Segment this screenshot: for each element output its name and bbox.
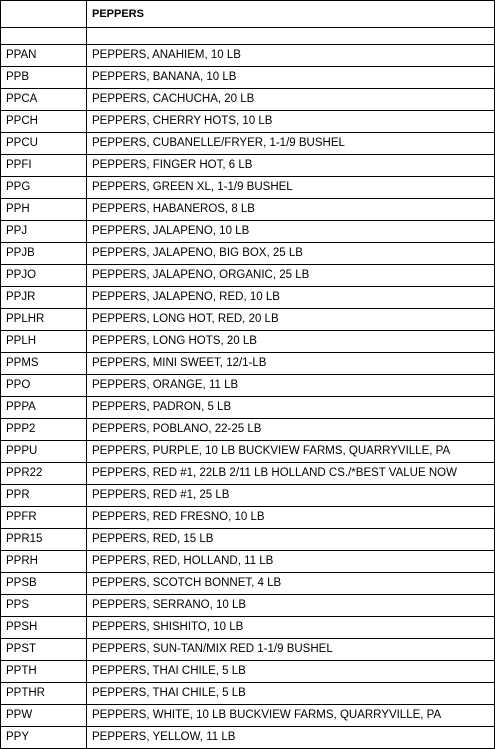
item-code-cell: PPSH	[1, 617, 87, 639]
spacer-cell	[87, 28, 495, 45]
item-code-cell: PPPU	[1, 441, 87, 463]
item-description-cell: PEPPERS, RED, HOLLAND, 11 LB	[87, 551, 495, 573]
item-description-cell: PEPPERS, THAI CHILE, 5 LB	[87, 683, 495, 705]
item-description-cell: PEPPERS, GREEN XL, 1-1/9 BUSHEL	[87, 177, 495, 199]
table-row	[1, 111, 495, 133]
item-code-cell: PPR15	[1, 529, 87, 551]
item-description-cell: PEPPERS, LONG HOT, RED, 20 LB	[87, 309, 495, 331]
item-description-cell: PEPPERS, PADRON, 5 LB	[87, 397, 495, 419]
table-row	[1, 397, 495, 419]
item-description-cell: PEPPERS, RED, 15 LB	[87, 529, 495, 551]
table-row	[1, 573, 495, 595]
item-code-cell: PPCA	[1, 89, 87, 111]
item-code-cell: PPR	[1, 485, 87, 507]
table-row	[1, 529, 495, 551]
item-code-cell: PPCH	[1, 111, 87, 133]
item-description-cell: PEPPERS, BANANA, 10 LB	[87, 67, 495, 89]
table-row	[1, 199, 495, 221]
item-code-cell: PPJB	[1, 243, 87, 265]
item-code-cell: PPY	[1, 727, 87, 749]
table-row	[1, 309, 495, 331]
item-description-cell: PEPPERS, CUBANELLE/FRYER, 1-1/9 BUSHEL	[87, 133, 495, 155]
table-row	[1, 617, 495, 639]
item-code-cell: PPAN	[1, 45, 87, 67]
item-description-cell: PEPPERS, SCOTCH BONNET, 4 LB	[87, 573, 495, 595]
item-description-cell: PEPPERS, HABANEROS, 8 LB	[87, 199, 495, 221]
item-code-cell: PPCU	[1, 133, 87, 155]
spacer-cell	[1, 28, 87, 45]
item-code-cell: PPW	[1, 705, 87, 727]
item-description-cell: PEPPERS, CACHUCHA, 20 LB	[87, 89, 495, 111]
item-description-cell: PEPPERS, SERRANO, 10 LB	[87, 595, 495, 617]
item-description-cell: PEPPERS, RED FRESNO, 10 LB	[87, 507, 495, 529]
table-row	[1, 661, 495, 683]
header-title-cell: PEPPERS	[87, 1, 495, 28]
item-code-cell: PPTHR	[1, 683, 87, 705]
header-row	[1, 1, 495, 28]
table-row	[1, 45, 495, 67]
item-description-cell: PEPPERS, YELLOW, 11 LB	[87, 727, 495, 749]
table-row	[1, 463, 495, 485]
table-row	[1, 155, 495, 177]
table-row	[1, 353, 495, 375]
table-row	[1, 595, 495, 617]
item-code-cell: PPST	[1, 639, 87, 661]
item-code-cell: PPO	[1, 375, 87, 397]
item-description-cell: PEPPERS, ORANGE, 11 LB	[87, 375, 495, 397]
item-code-cell: PPLH	[1, 331, 87, 353]
item-description-cell: PEPPERS, JALAPENO, RED, 10 LB	[87, 287, 495, 309]
table-row	[1, 639, 495, 661]
table-row	[1, 243, 495, 265]
item-description-cell: PEPPERS, FINGER HOT, 6 LB	[87, 155, 495, 177]
item-code-cell: PPFI	[1, 155, 87, 177]
item-description-cell: PEPPERS, RED #1, 22LB 2/11 LB HOLLAND CS./*BEST VALUE NOW	[87, 463, 495, 485]
item-code-cell: PPFR	[1, 507, 87, 529]
item-description-cell: PEPPERS, ANAHIEM, 10 LB	[87, 45, 495, 67]
table-row	[1, 221, 495, 243]
table-body	[1, 1, 495, 749]
item-description-cell: PEPPERS, CHERRY HOTS, 10 LB	[87, 111, 495, 133]
table-row	[1, 67, 495, 89]
item-code-cell: PPJ	[1, 221, 87, 243]
item-code-cell: PPSB	[1, 573, 87, 595]
table-row	[1, 375, 495, 397]
table-row	[1, 287, 495, 309]
table-row	[1, 133, 495, 155]
item-description-cell: PEPPERS, MINI SWEET, 12/1-LB	[87, 353, 495, 375]
table-row	[1, 331, 495, 353]
table-row	[1, 683, 495, 705]
item-description-cell: PEPPERS, JALAPENO, 10 LB	[87, 221, 495, 243]
item-code-cell: PPLHR	[1, 309, 87, 331]
table-row	[1, 727, 495, 749]
item-description-cell: PEPPERS, SHISHITO, 10 LB	[87, 617, 495, 639]
item-code-cell: PPG	[1, 177, 87, 199]
item-code-cell: PPP2	[1, 419, 87, 441]
item-code-cell: PPH	[1, 199, 87, 221]
item-description-cell: PEPPERS, WHITE, 10 LB BUCKVIEW FARMS, QUARRYVILLE, PA	[87, 705, 495, 727]
item-description-cell: PEPPERS, LONG HOTS, 20 LB	[87, 331, 495, 353]
table-row	[1, 507, 495, 529]
item-code-cell: PPMS	[1, 353, 87, 375]
item-description-cell: PEPPERS, PURPLE, 10 LB BUCKVIEW FARMS, QUARRYVILLE, PA	[87, 441, 495, 463]
table-row	[1, 419, 495, 441]
table-row	[1, 177, 495, 199]
item-code-cell: PPTH	[1, 661, 87, 683]
table-row	[1, 265, 495, 287]
item-description-cell: PEPPERS, SUN-TAN/MIX RED 1-1/9 BUSHEL	[87, 639, 495, 661]
item-code-cell: PPB	[1, 67, 87, 89]
item-code-cell: PPJO	[1, 265, 87, 287]
item-code-cell: PPJR	[1, 287, 87, 309]
item-code-cell: PPR22	[1, 463, 87, 485]
item-description-cell: PEPPERS, THAI CHILE, 5 LB	[87, 661, 495, 683]
header-code-cell	[1, 1, 87, 28]
item-description-cell: PEPPERS, POBLANO, 22-25 LB	[87, 419, 495, 441]
item-description-cell: PEPPERS, JALAPENO, BIG BOX, 25 LB	[87, 243, 495, 265]
item-description-cell: PEPPERS, JALAPENO, ORGANIC, 25 LB	[87, 265, 495, 287]
spacer-row	[1, 28, 495, 45]
item-code-cell: PPPA	[1, 397, 87, 419]
table-row	[1, 705, 495, 727]
item-code-cell: PPS	[1, 595, 87, 617]
table-row	[1, 89, 495, 111]
table-row	[1, 485, 495, 507]
table-row	[1, 551, 495, 573]
item-code-cell: PPRH	[1, 551, 87, 573]
table-row	[1, 441, 495, 463]
item-description-cell: PEPPERS, RED #1, 25 LB	[87, 485, 495, 507]
